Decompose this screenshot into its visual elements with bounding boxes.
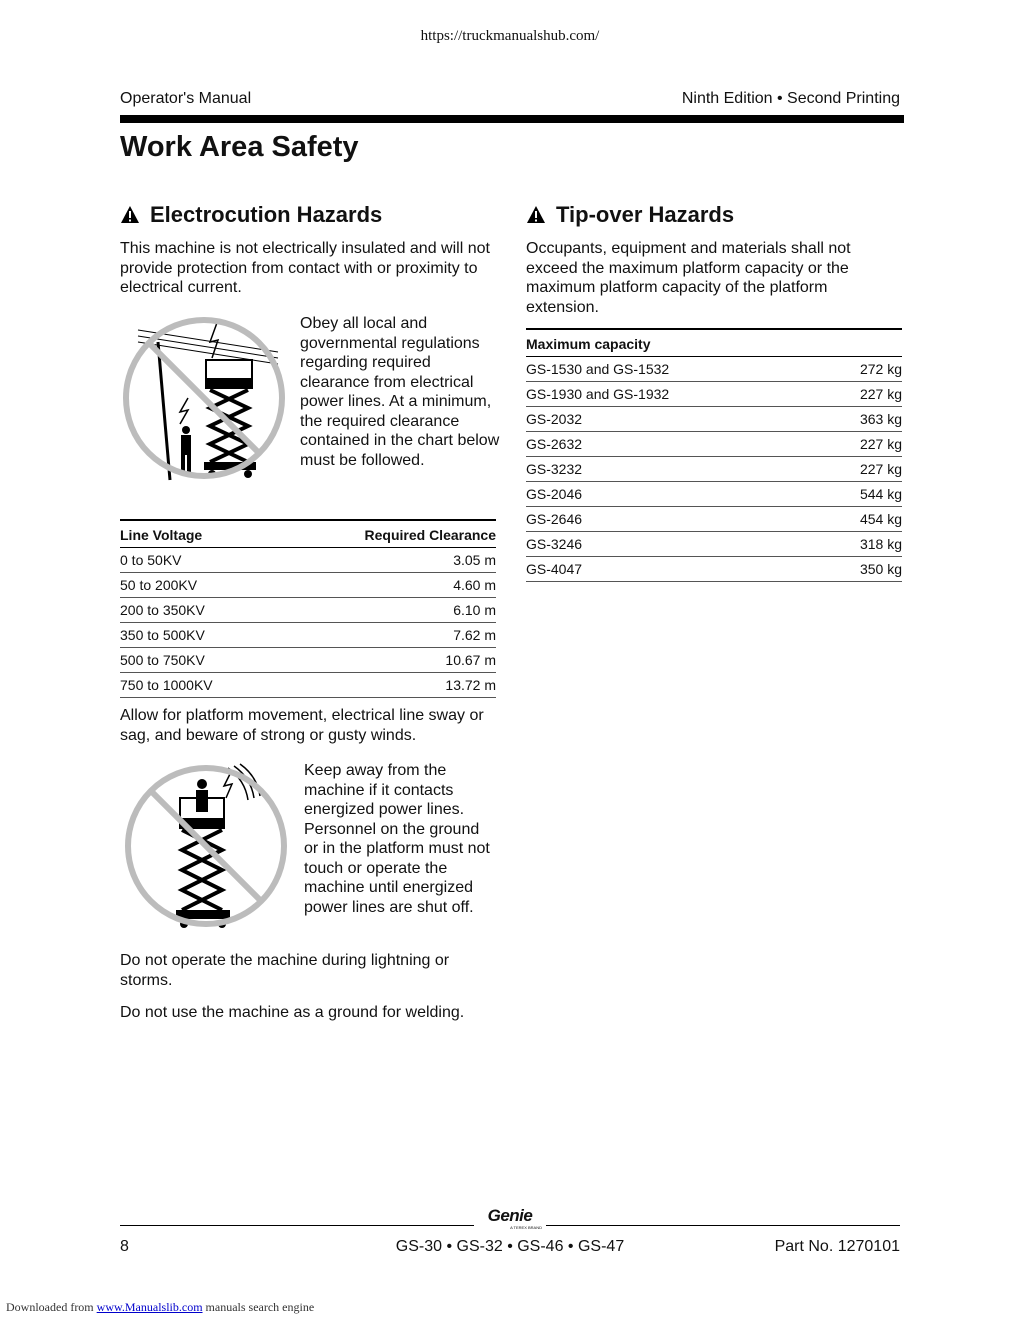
power-line-clearance-illustration — [118, 312, 290, 484]
capacity-cell: 227 kg — [817, 432, 902, 457]
clearance-cell: 10.67 m — [275, 648, 496, 673]
capacity-cell: 272 kg — [817, 357, 902, 382]
table-row — [526, 407, 902, 432]
model-cell: GS-3232 — [526, 457, 817, 482]
electrocution-heading — [120, 202, 382, 228]
download-credit — [6, 1300, 314, 1315]
table-row — [526, 532, 902, 557]
voltage-cell: 0 to 50KV — [120, 548, 275, 573]
clearance-cell: 13.72 m — [275, 673, 496, 698]
keep-away-text: Keep away from the machine if it contacts energized power lines. Personnel on the ground or in the platform must not touch or operate the machine until energized power lines are shut off. — [304, 762, 490, 916]
model-cell: GS-2646 — [526, 507, 817, 532]
part-number: Part No. 1270101 — [774, 1238, 900, 1255]
voltage-cell: 500 to 750KV — [120, 648, 275, 673]
table-row — [120, 548, 496, 573]
model-cell: GS-2632 — [526, 432, 817, 457]
download-prefix: Downloaded from — [6, 1300, 94, 1314]
capacity-cell: 227 kg — [817, 382, 902, 407]
footer-rule-right — [546, 1225, 900, 1226]
clearance-table — [120, 519, 496, 698]
electrocution-heading-text: Electrocution Hazards — [150, 202, 383, 227]
tipover-heading — [526, 202, 734, 228]
table-row — [120, 648, 496, 673]
table-row — [526, 382, 902, 407]
voltage-cell: 200 to 350KV — [120, 598, 275, 623]
model-list: GS-30 • GS-32 • GS-46 • GS-47 — [395, 1238, 625, 1255]
capacity-cell: 318 kg — [817, 532, 902, 557]
capacity-cell: 363 kg — [817, 407, 902, 432]
edition-label: Ninth Edition • Second Printing — [681, 90, 900, 107]
table-row — [526, 557, 902, 582]
download-suffix: manuals search engine — [205, 1300, 315, 1314]
model-cell: GS-1530 and GS-1532 — [526, 357, 817, 382]
voltage-cell: 50 to 200KV — [120, 573, 275, 598]
platform-movement-text: Allow for platform movement, electrical line sway or sag, and beware of strong or gusty winds. — [120, 707, 484, 744]
table-row — [526, 507, 902, 532]
clearance-cell: 6.10 m — [275, 598, 496, 623]
capacity-cell: 454 kg — [817, 507, 902, 532]
voltage-cell: 750 to 1000KV — [120, 673, 275, 698]
table-row — [120, 598, 496, 623]
warning-icon — [120, 205, 140, 225]
capacity-cell: 227 kg — [817, 457, 902, 482]
table-row — [526, 432, 902, 457]
model-cell: GS-2046 — [526, 482, 817, 507]
table-row — [120, 623, 496, 648]
table-row — [526, 357, 902, 382]
model-cell: GS-1930 and GS-1932 — [526, 382, 817, 407]
clearance-cell: 3.05 m — [275, 548, 496, 573]
table-row — [120, 673, 496, 698]
clearance-cell: 7.62 m — [275, 623, 496, 648]
capacity-cell: 544 kg — [817, 482, 902, 507]
table-row — [120, 573, 496, 598]
line-voltage-header: Line Voltage — [120, 520, 275, 548]
warning-icon — [526, 205, 546, 225]
voltage-cell: 350 to 500KV — [120, 623, 275, 648]
electrocution-intro: This machine is not electrically insulated and will not provide protection from contact with or proximity to electrical current. — [120, 240, 490, 296]
required-clearance-header: Required Clearance — [275, 520, 496, 548]
energized-machine-illustration — [120, 760, 292, 932]
capacity-cell: 350 kg — [817, 557, 902, 582]
capacity-table-header — [526, 329, 902, 357]
lightning-text: Do not operate the machine during lightning or storms. — [120, 952, 450, 989]
clearance-table-header — [120, 520, 496, 548]
page-number: 8 — [120, 1238, 129, 1255]
table-row — [526, 482, 902, 507]
genie-logo — [478, 1207, 542, 1230]
model-cell: GS-4047 — [526, 557, 817, 582]
maximum-capacity-header: Maximum capacity — [526, 329, 817, 357]
header-rule — [120, 115, 904, 123]
manual-name: Operator's Manual — [120, 90, 252, 107]
clearance-regulation-text: Obey all local and governmental regulations regarding required clearance from electrical power lines. At a minimum, the required clearance contained in the chart below must be followed. — [300, 315, 500, 469]
footer-rule-left — [120, 1225, 474, 1226]
manualslib-link[interactable]: www.Manualslib.com — [96, 1300, 203, 1314]
clearance-cell: 4.60 m — [275, 573, 496, 598]
genie-logo-tagline: A TEREX BRAND — [510, 1225, 542, 1230]
capacity-table — [526, 328, 902, 582]
tipover-intro: Occupants, equipment and materials shall not exceed the maximum platform capacity or the maximum platform capacity of the platform extension. — [526, 240, 851, 316]
page-title: Work Area Safety — [120, 131, 359, 163]
capacity-header-blank — [817, 329, 902, 357]
table-row — [526, 457, 902, 482]
model-cell: GS-2032 — [526, 407, 817, 432]
genie-logo-text: Genie — [487, 1206, 533, 1225]
source-url: https://truckmanualshub.com/ — [420, 28, 600, 44]
model-cell: GS-3246 — [526, 532, 817, 557]
welding-text: Do not use the machine as a ground for welding. — [120, 1004, 465, 1021]
tipover-heading-text: Tip-over Hazards — [556, 202, 735, 227]
